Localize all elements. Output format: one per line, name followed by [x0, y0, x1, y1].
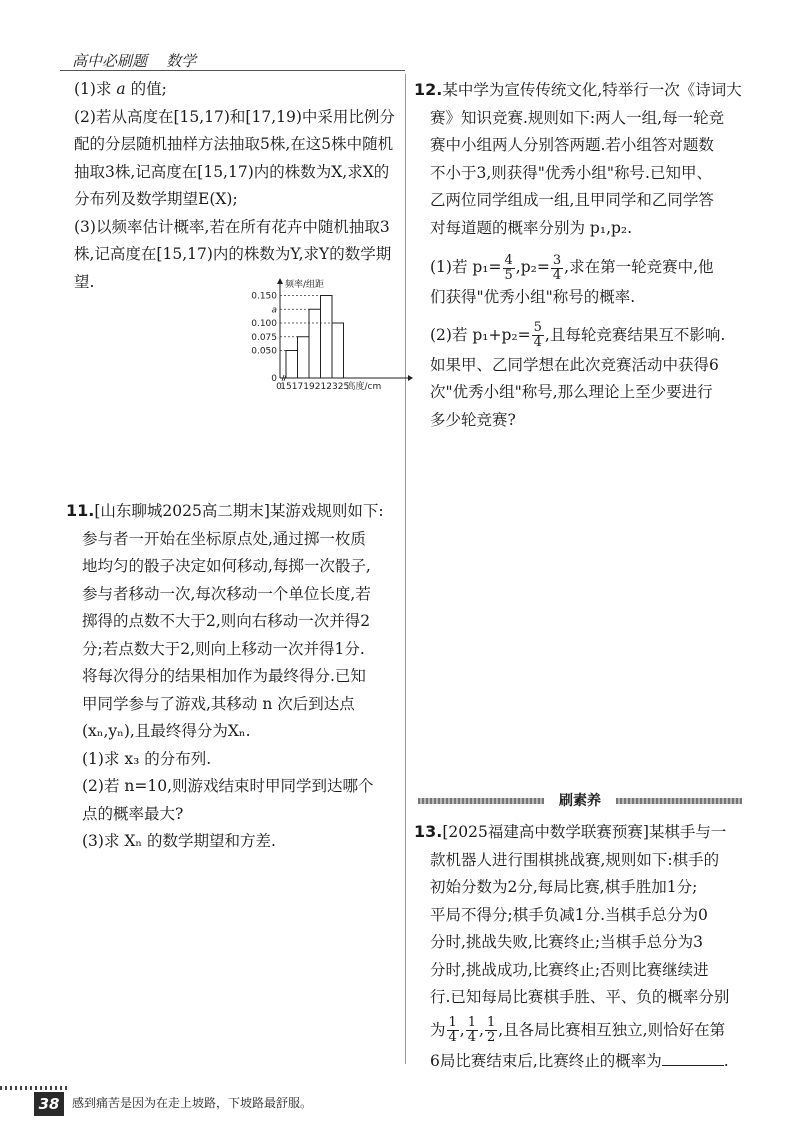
fraction: $\frac{4}{5}$: [504, 252, 513, 283]
histogram-bar: [332, 323, 344, 378]
q10-part3: (3)以频率估计概率,若在所有花卉中随机抽取3株,记高度在[15,17)内的株数为Y,求Y的数学期望.: [74, 217, 392, 291]
y-axis-title: 频率/组距: [285, 280, 325, 290]
q11-line-7: 甲同学参与了游戏,其移动 n 次后到达点: [82, 694, 355, 713]
q13-probabilities: 为 $\frac{1}{4}$ , $\frac{1}{4}$ , $\frac{1}{2}$ ,且各局比赛相互独立,则恰好在第: [430, 1015, 726, 1045]
x-tick-label: 25: [337, 382, 350, 392]
q11-line-0: 11.[山东聊城2025高二期末]某游戏规则如下:: [66, 501, 384, 520]
histogram-bar: [298, 337, 310, 378]
q13-line-5: 分时,挑战成功,比赛终止;否则比赛继续进: [430, 960, 709, 979]
q11-line-3: 参与者移动一次,每次移动一个单位长度,若: [82, 584, 371, 603]
q12-part1: (1)若 p₁= $\frac{4}{5}$ ,p₂= $\frac{3}{4}$ ,求在第一轮竞赛中,他: [430, 252, 714, 283]
question-11: [66, 497, 402, 856]
q13-line-6: 行.已知每局比赛棋手胜、平、负的概率分别: [430, 988, 730, 1006]
footer-dots: [0, 1086, 70, 1090]
q12-part2: (2)若 p₁+p₂= $\frac{5}{4}$ ,且每轮竞赛结果互不影响.: [430, 320, 726, 350]
q12-part1-line2: 们获得"优秀小组"称号的概率.: [430, 288, 636, 306]
q11-line-10: (2)若 n=10,则游戏结束时甲同学到达哪个: [82, 777, 374, 795]
x-tick-label: 19: [303, 382, 315, 392]
section-bar-right: [616, 798, 742, 804]
question-10: [74, 76, 400, 296]
x-tick-label: 17: [291, 382, 304, 392]
q13-last-line: 6局比赛结束后,比赛终止的概率为 .: [430, 1048, 750, 1076]
fraction: $\frac{5}{4}$: [533, 320, 542, 350]
q13-line-0: 13.[2025福建高中数学联赛预赛]某棋手与一: [414, 822, 727, 841]
question-12: [414, 76, 750, 434]
y-tick-label: 0.075: [251, 332, 277, 343]
fraction: $\frac{1}{4}$: [467, 1015, 477, 1045]
q12-line-1: 赛》知识竞赛.规则如下:两人一组,每一轮竞: [430, 108, 725, 127]
q13-line-3: 平局不得分;棋手负减1分.当棋手总分为0: [430, 905, 708, 924]
y-tick-label: 0.150: [251, 291, 277, 302]
subject-label: 数学: [166, 52, 197, 70]
q11-line-1: 参与者一开始在坐标原点处,通过掷一枚质: [82, 529, 366, 548]
q10-part1: (1)求 a 的值;: [74, 80, 167, 98]
q12-line-4: 乙两位同学组成一组,且甲同学和乙同学答: [430, 191, 714, 209]
histogram-bar: [286, 351, 298, 379]
q13-line-4: 分时,挑战失败,比赛终止;当棋手总分为3: [430, 933, 703, 951]
book-title: 高中必刷题: [72, 52, 148, 70]
q12-part2-line3: 次"优秀小组"称号,那么理论上至少要进行: [430, 383, 713, 401]
q13-number: 13.: [414, 822, 443, 841]
y-axis-arrow-icon: [277, 278, 283, 284]
header-rule: [60, 70, 405, 71]
x-axis-title: 高度/cm: [346, 382, 382, 392]
y-tick-label: 0: [271, 374, 277, 384]
q11-line-12: (3)求 Xₙ 的数学期望和方差.: [82, 832, 276, 850]
x-axis-arrow-icon: [408, 375, 413, 381]
page-header: [72, 50, 196, 71]
page-number: 38: [34, 1092, 64, 1116]
q11-number: 11.: [66, 501, 95, 520]
q13-line-2: 初始分数为2分,每局比赛,棋手胜加1分;: [430, 878, 698, 896]
q13-line-1: 款机器人进行围棋挑战赛,规则如下:棋手的: [430, 850, 720, 869]
q12-line-5: 对每道题的概率分别为 p₁,p₂.: [430, 218, 633, 237]
q11-line-8: (xₙ,yₙ),且最终得分为Xₙ.: [82, 722, 251, 740]
q11-line-5: 分;若点数大于2,则向上移动一次并得1分.: [82, 639, 365, 658]
q12-line-0: 12.某中学为宣传传统文化,特举行一次《诗词大: [414, 80, 742, 99]
column-divider: [405, 74, 406, 1064]
histogram-bar: [321, 296, 333, 379]
section-bar-left: [418, 798, 544, 804]
q12-part2-line2: 如果甲、乙同学想在此次竞赛活动中获得6: [430, 355, 719, 374]
q11-line-6: 将每次得分的结果相加作为最终得分.已知: [82, 667, 366, 685]
fraction: $\frac{1}{4}$: [448, 1015, 457, 1045]
q12-line-3: 不小于3,则获得"优秀小组"称号.已知甲、: [430, 163, 712, 182]
q11-line-9: (1)求 x₃ 的分布列.: [82, 749, 212, 768]
q12-number: 12.: [414, 80, 443, 99]
x-tick-label: 23: [326, 382, 338, 392]
histogram-bar: [309, 309, 321, 378]
q12-line-2: 赛中小组两人分别答两题.若小组答对题数: [430, 136, 714, 154]
q11-line-4: 掷得的点数不大于2,则向右移动一次并得2: [82, 612, 371, 630]
y-tick-label: 0.100: [251, 319, 277, 329]
y-tick-label: a: [271, 305, 277, 316]
fraction: $\frac{1}{2}$: [486, 1015, 496, 1045]
footer-motto: 感到痛苦是因为在走上坡路，下坡路最舒服。: [72, 1096, 313, 1110]
section-title: 刷素养: [559, 793, 601, 809]
x-tick-label: 21: [314, 382, 327, 392]
frequency-histogram: [236, 276, 416, 396]
q10-part2: (2)若从高度在[15,17)和[17,19)中采用比例分配的分层随机抽样方法抽取5株,在这5株中随机抽取3株,记高度在[15,17)内的株数为X,求X的分布列及数学期望E(X);: [74, 107, 395, 208]
answer-blank[interactable]: [662, 1049, 724, 1066]
x-tick-label: 0: [276, 382, 282, 392]
fraction: $\frac{3}{4}$: [552, 252, 562, 283]
section-bar: [418, 792, 742, 810]
q11-line-11: 点的概率最大?: [82, 804, 184, 823]
q12-part2-line4: 多少轮竞赛?: [430, 410, 516, 429]
x-tick-label: 15: [280, 382, 292, 392]
y-tick-label: 0.050: [251, 346, 277, 357]
question-13: [414, 818, 750, 1075]
q11-line-2: 地均匀的骰子决定如何移动,每掷一次骰子,: [82, 557, 371, 575]
